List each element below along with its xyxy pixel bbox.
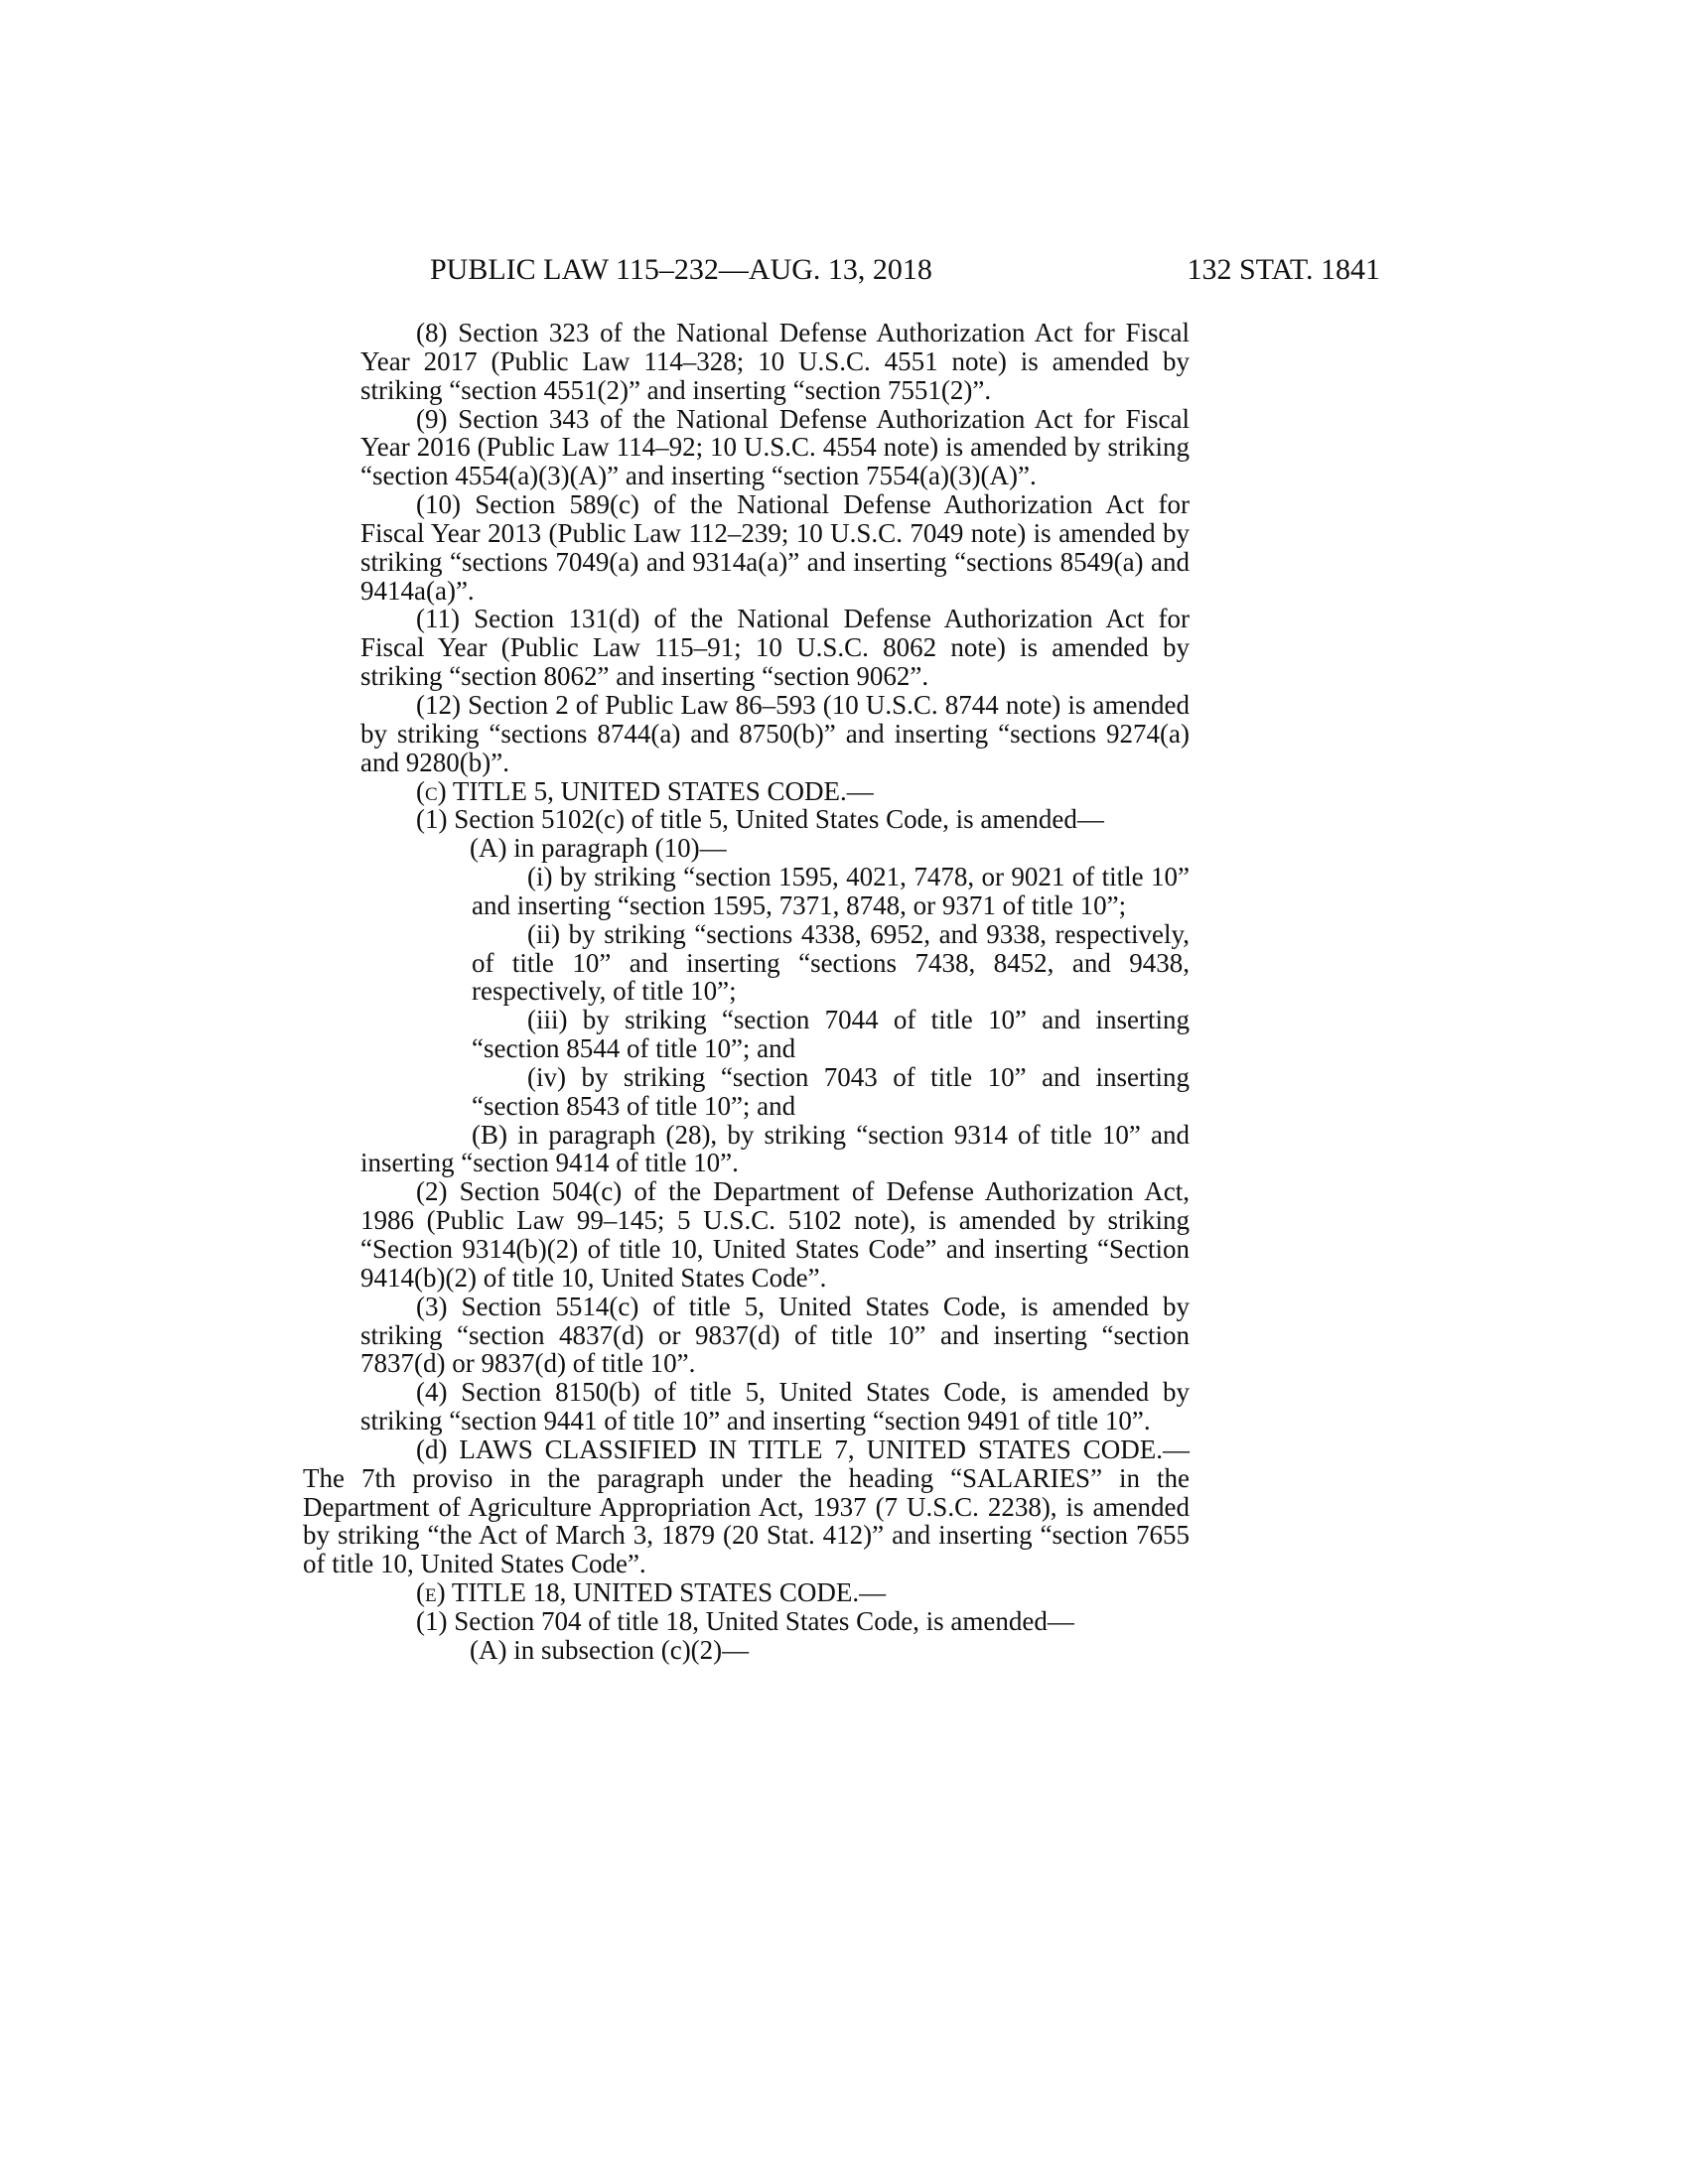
- paragraph-c-3: (3) Section 5514(c) of title 5, United States Code, is amended by striking “section 4837(d) or 9837(d) of title 10” and inserting “section 7837(d) or 9837(d) of title 10”.: [360, 1291, 1190, 1379]
- paragraph-c-1: (1) Section 5102(c) of title 5, United States Code, is amended—: [416, 804, 1104, 835]
- paragraph-10: (10) Section 589(c) of the National Defense Authorization Act for Fiscal Year 2013 (Public Law 112–239; 10 U.S.C. 7049 note) is amended by striking “sections 7049(a) and 9314a(a)” and inserting “sections 8549(a) and 9414a(a)”.: [360, 489, 1190, 606]
- paragraph-9: (9) Section 343 of the National Defense Authorization Act for Fiscal Year 2016 (Public Law 114–92; 10 U.S.C. 4554 note) is amended by striking “section 4554(a)(3)(A)” and inserting “section 7554(a)(3)(A)”.: [360, 403, 1190, 491]
- clause-ii: (ii) by striking “sections 4338, 6952, and 9338, respectively, of title 10” and inserting “sections 7438, 8452, and 9438, respectively, of title 10”;: [472, 918, 1190, 1007]
- clause-i: (i) by striking “section 1595, 4021, 7478, or 9021 of title 10” and inserting “section 1595, 7371, 8748, or 9371 of title 10”;: [472, 862, 1190, 920]
- subparagraph-e-1-A: (A) in subsection (c)(2)—: [470, 1634, 750, 1665]
- clause-iii: (iii) by striking “section 7044 of title 10” and inserting “section 8544 of title 10”; and: [472, 1005, 1190, 1064]
- paragraph-8: (8) Section 323 of the National Defense Authorization Act for Fiscal Year 2017 (Public Law 114–328; 10 U.S.C. 4551 note) is amended by striking “section 4551(2)” and inserting “section 7551(2)”.: [360, 318, 1190, 405]
- subsection-d: (d) LAWS CLASSIFIED IN TITLE 7, UNITED STATES CODE.—The 7th proviso in the paragraph under the heading “SALARIES” in the Department of Agriculture Appropriation Act, 1937 (7 U.S.C. 2238), is amended by striking “the Act of March 3, 1879 (20 Stat. 412)” and inserting “section 7655 of title 10, United States Code”.: [303, 1433, 1190, 1579]
- subparagraph-c-1-B: (B) in paragraph (28), by striking “section 9314 of title 10” and inserting “section 9414 of title 10”.: [360, 1119, 1190, 1178]
- paragraph-12: (12) Section 2 of Public Law 86–593 (10 U.S.C. 8744 note) is amended by striking “sections 8744(a) and 8750(b)” and inserting “sections 9274(a) and 9280(b)”.: [360, 689, 1190, 777]
- subsection-heading-c: (c) TITLE 5, UNITED STATES CODE.—: [416, 775, 874, 806]
- subparagraph-c-1-A: (A) in paragraph (10)—: [470, 833, 727, 864]
- paragraph-e-1: (1) Section 704 of title 18, United States Code, is amended—: [416, 1605, 1074, 1636]
- clause-iv: (iv) by striking “section 7043 of title 10” and inserting “section 8543 of title 10”; and: [472, 1061, 1190, 1121]
- document-body: [303, 319, 1190, 1665]
- subsection-heading-e: (e) TITLE 18, UNITED STATES CODE.—: [416, 1577, 887, 1608]
- running-header-page-number: 132 STAT. 1841: [1187, 253, 1380, 286]
- paragraph-c-2: (2) Section 504(c) of the Department of Defense Authorization Act, 1986 (Public Law 99–145; 5 U.S.C. 5102 note), is amended by striking “Section 9314(b)(2) of title 10, United States Code” and inserting “Section 9414(b)(2) of title 10, United States Code”.: [360, 1176, 1190, 1293]
- paragraph-11: (11) Section 131(d) of the National Defense Authorization Act for Fiscal Year (Public Law 115–91; 10 U.S.C. 8062 note) is amended by striking “section 8062” and inserting “section 9062”.: [360, 604, 1190, 692]
- paragraph-c-4: (4) Section 8150(b) of title 5, United States Code, is amended by striking “section 9441 of title 10” and inserting “section 9491 of title 10”.: [360, 1377, 1190, 1436]
- running-header-title: PUBLIC LAW 115–232—AUG. 13, 2018: [430, 253, 932, 286]
